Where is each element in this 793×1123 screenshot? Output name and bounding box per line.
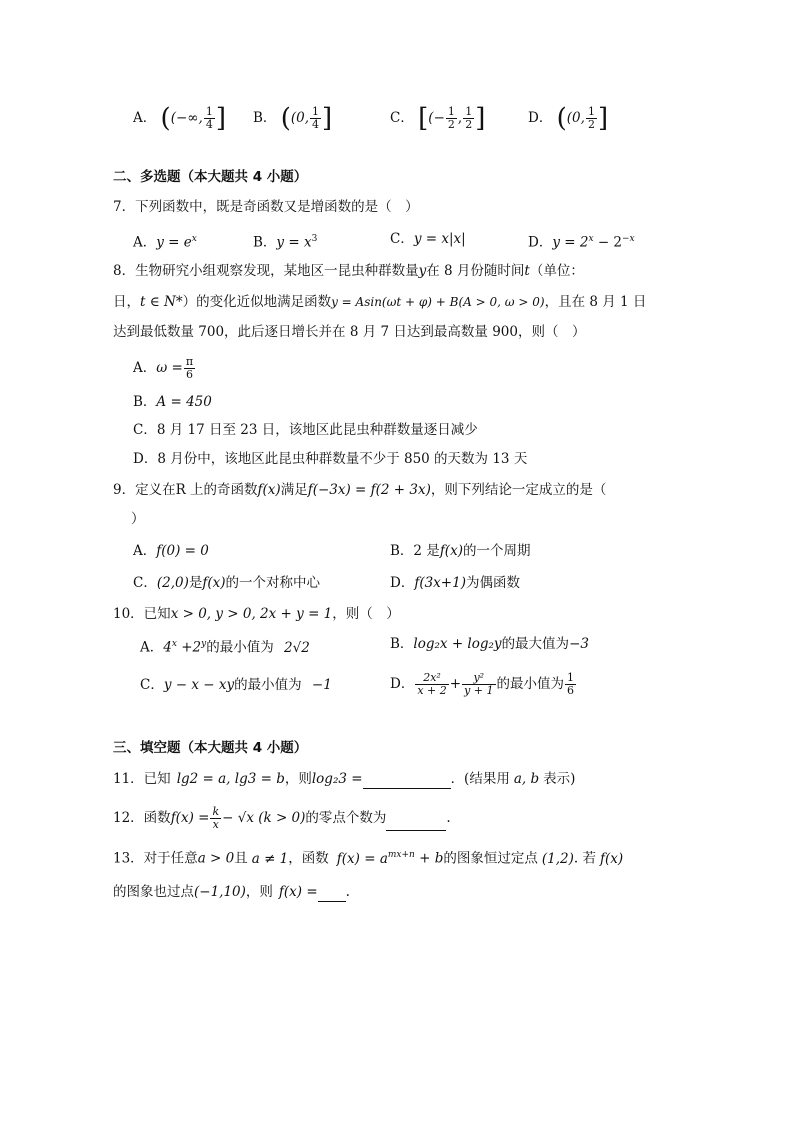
q8-option-b[interactable]: B．A = 450 [133, 394, 212, 410]
q10-option-c[interactable]: C．y − x − xy的最小值为 −1 [140, 677, 332, 693]
q13-answer-blank[interactable] [318, 901, 346, 902]
q10-stem: 10．已知x > 0, y > 0, 2x + y = 1，则（ ） [113, 606, 400, 622]
q13-line-1: 13．对于任意a > 0且 a ≠ 1，函数 $f(x) = a^{mx+n} + b$的图象恒过定点 (1,2). 若 f(x) [113, 850, 624, 867]
q8-line-3: 达到最低数量 700，此后逐日增长并在 8 月 7 日达到最高数量 900，则（ ） [113, 324, 586, 340]
q7-option-c[interactable]: C．y = x|x| [390, 231, 466, 247]
q6-a-frac: $\frac{1}{4}$ [205, 105, 213, 131]
q8-option-d[interactable]: D．8 月份中，该地区此昆虫种群数量不少于 850 的天数为 13 天 [133, 451, 528, 467]
q10-option-b[interactable]: B．log₂x + log₂y的最大值为−3 [390, 636, 589, 652]
q7-option-d[interactable]: D．$y = 2^x - 2^{-x}$ [528, 234, 635, 251]
section-2-heading: 二、多选题（本大题共 4 小题） [113, 169, 308, 185]
q13-line-2: 的图象也过点(−1,10)，则 f(x) = . [113, 884, 350, 900]
q10-option-a[interactable]: A．$4^x +2^y$的最小值为 2√2 [140, 639, 310, 656]
q10-option-d[interactable]: D． $\frac{\text{2x²}}{x + 2}$ + $\frac{\text{y²}}{y + 1}$ 的最小值为 $\frac{1}{6}$ [390, 671, 574, 697]
q9-option-a[interactable]: A．f(0) = 0 [133, 543, 209, 559]
q9-line-1: 9．定义在R 上的奇函数f(x)满足f(−3x) = f(2 + 3x)，则下列结论一定成立的是（ [113, 482, 607, 498]
q9-option-b[interactable]: B．2 是f(x)的一个周期 [390, 543, 531, 559]
q7-option-a[interactable]: A．$y = e^x$ [133, 234, 197, 251]
q9-line-2: ） [131, 511, 145, 527]
q12: 12．函数f(x) = $\frac{k}{x}$ − √x (k > 0)的零点个数为 . [113, 805, 451, 831]
q6-option-b[interactable]: B． ((0, $\frac{1}{4}$ ] [253, 103, 333, 134]
q6-option-c[interactable]: C． [(− $\frac{1}{2}$ , $\frac{1}{2}$ ] [390, 103, 486, 134]
q8-line-2: 日，t ∈ N*）的变化近似地满足函数y = Asin(ωt + φ) + B(A > 0, ω > 0)，且在 8 月 1 日 [113, 294, 647, 310]
q11: 11．已知 lg2 = a, lg3 = b，则log₂3 = ．(结果用 a, b 表示) [113, 771, 576, 787]
q6-option-a[interactable]: A． ((−∞, $\frac{1}{4}$ ] [133, 103, 226, 134]
q6-a-left: (−∞, [170, 110, 203, 126]
q9-option-d[interactable]: D．f(3x+1)为偶函数 [390, 575, 520, 591]
q9-option-c[interactable]: C．(2,0)是f(x)的一个对称中心 [133, 575, 321, 591]
q12-answer-blank[interactable] [386, 830, 446, 831]
section-3-heading: 三、填空题（本大题共 4 小题） [113, 740, 308, 756]
q6-option-d[interactable]: D． ((0, $\frac{1}{2}$ ] [528, 103, 609, 134]
q7-option-b[interactable]: B．$y = x^3$ [253, 234, 318, 251]
q8-line-1: 8．生物研究小组观察发现，某地区一昆虫种群数量y在 8 月份随时间t（单位： [113, 263, 584, 279]
q11-answer-blank[interactable] [363, 788, 451, 789]
q7-stem: 7．下列函数中，既是奇函数又是增函数的是（ ） [113, 199, 419, 215]
q8-option-c[interactable]: C．8 月 17 日至 23 日，该地区此昆虫种群数量逐日减少 [133, 422, 478, 438]
q8-option-a[interactable]: A．ω = $\frac{\pi}{6}$ [133, 355, 194, 381]
